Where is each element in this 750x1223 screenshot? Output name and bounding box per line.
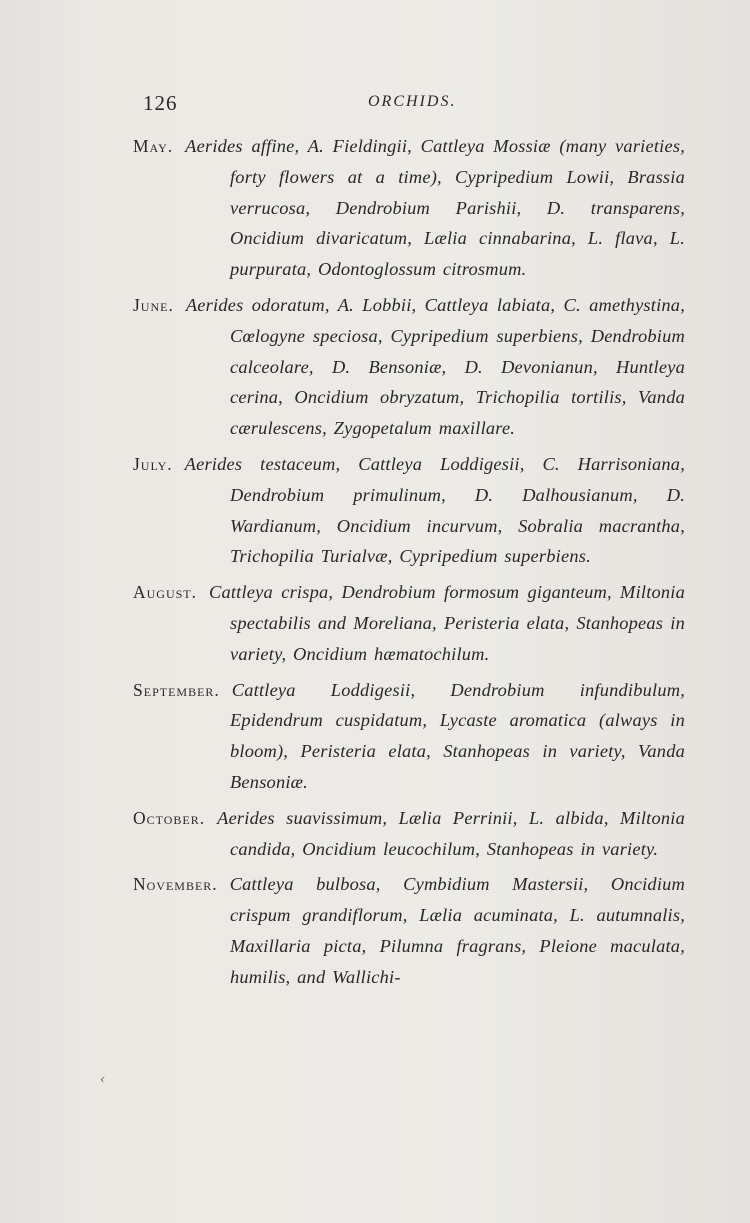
month-label: July. xyxy=(133,453,173,474)
page-number: 126 xyxy=(143,91,178,115)
orchid-list: Aerides suavissimum, Lælia Perrinii, L. albida, Miltonia candida, Oncidium leucochilum, Stanhopeas in variety. xyxy=(217,807,685,859)
month-label: August. xyxy=(133,582,198,603)
orchid-list: Aerides affine, A. Fieldingii, Cattleya Mossiæ (many varieties, forty flowers at a time), Cypripedium Lowii, Brassia verrucosa, Dendrobium Parishii, D. transparens, Oncidium divaricatum, Lælia cinnabarina, L. flava, L. purpurata, Odontoglossum citrosmum. xyxy=(185,136,685,280)
orchid-list: Cattleya bulbosa, Cymbidium Mastersii, Oncidium crispum grandiflorum, Lælia acuminata, L. autumnalis, Maxillaria picta, Pilumna fragrans, Pleione maculata, humilis, and Wallichi- xyxy=(229,874,685,987)
month-entry-august xyxy=(133,577,685,669)
page-header xyxy=(143,91,683,117)
month-entry-may xyxy=(133,131,685,285)
month-entry-october xyxy=(133,803,685,865)
month-label: June. xyxy=(133,294,174,315)
month-label: September. xyxy=(133,679,220,700)
month-label: May. xyxy=(133,136,174,156)
orchid-list: Aerides testaceum, Cattleya Loddigesii, C. Harrisoniana, Dendrobium primulinum, D. Dalhousianum, D. Wardianum, Oncidium incurvum, Sobralia macrantha, Trichopilia Turialvæ, Cypripedium superbiens. xyxy=(184,453,685,567)
orchid-list: Cattleya Loddigesii, Dendrobium infundibulum, Epidendrum cuspidatum, Lycaste aromatica (always in bloom), Peristeria elata, Stanhopeas in variety, Vanda Bensoniæ. xyxy=(230,679,685,792)
orchid-list: Aerides odoratum, A. Lobbii, Cattleya labiata, C. amethystina, Cœlogyne speciosa, Cypripedium superbiens, Dendrobium calceolare, D. Bensoniæ, D. Devonianun, Huntleya cerina, Oncidium obryzatum, Trichopilia tortilis, Vanda cærulescens, Zygopetalum maxillare. xyxy=(185,294,685,439)
month-entry-june xyxy=(133,290,685,444)
running-head: ORCHIDS. xyxy=(368,93,457,110)
month-entry-november xyxy=(133,869,685,992)
month-label: November. xyxy=(133,874,218,895)
month-entry-september xyxy=(133,675,685,798)
bloom-calendar xyxy=(133,131,685,998)
month-label: October. xyxy=(133,807,206,828)
margin-pencil-mark: ‹ xyxy=(100,1070,106,1087)
orchid-list: Cattleya crispa, Dendrobium formosum giganteum, Miltonia spectabilis and Moreliana, Peristeria elata, Stanhopeas in variety, Oncidium hæmatochilum. xyxy=(209,582,685,664)
month-entry-july xyxy=(133,449,685,572)
